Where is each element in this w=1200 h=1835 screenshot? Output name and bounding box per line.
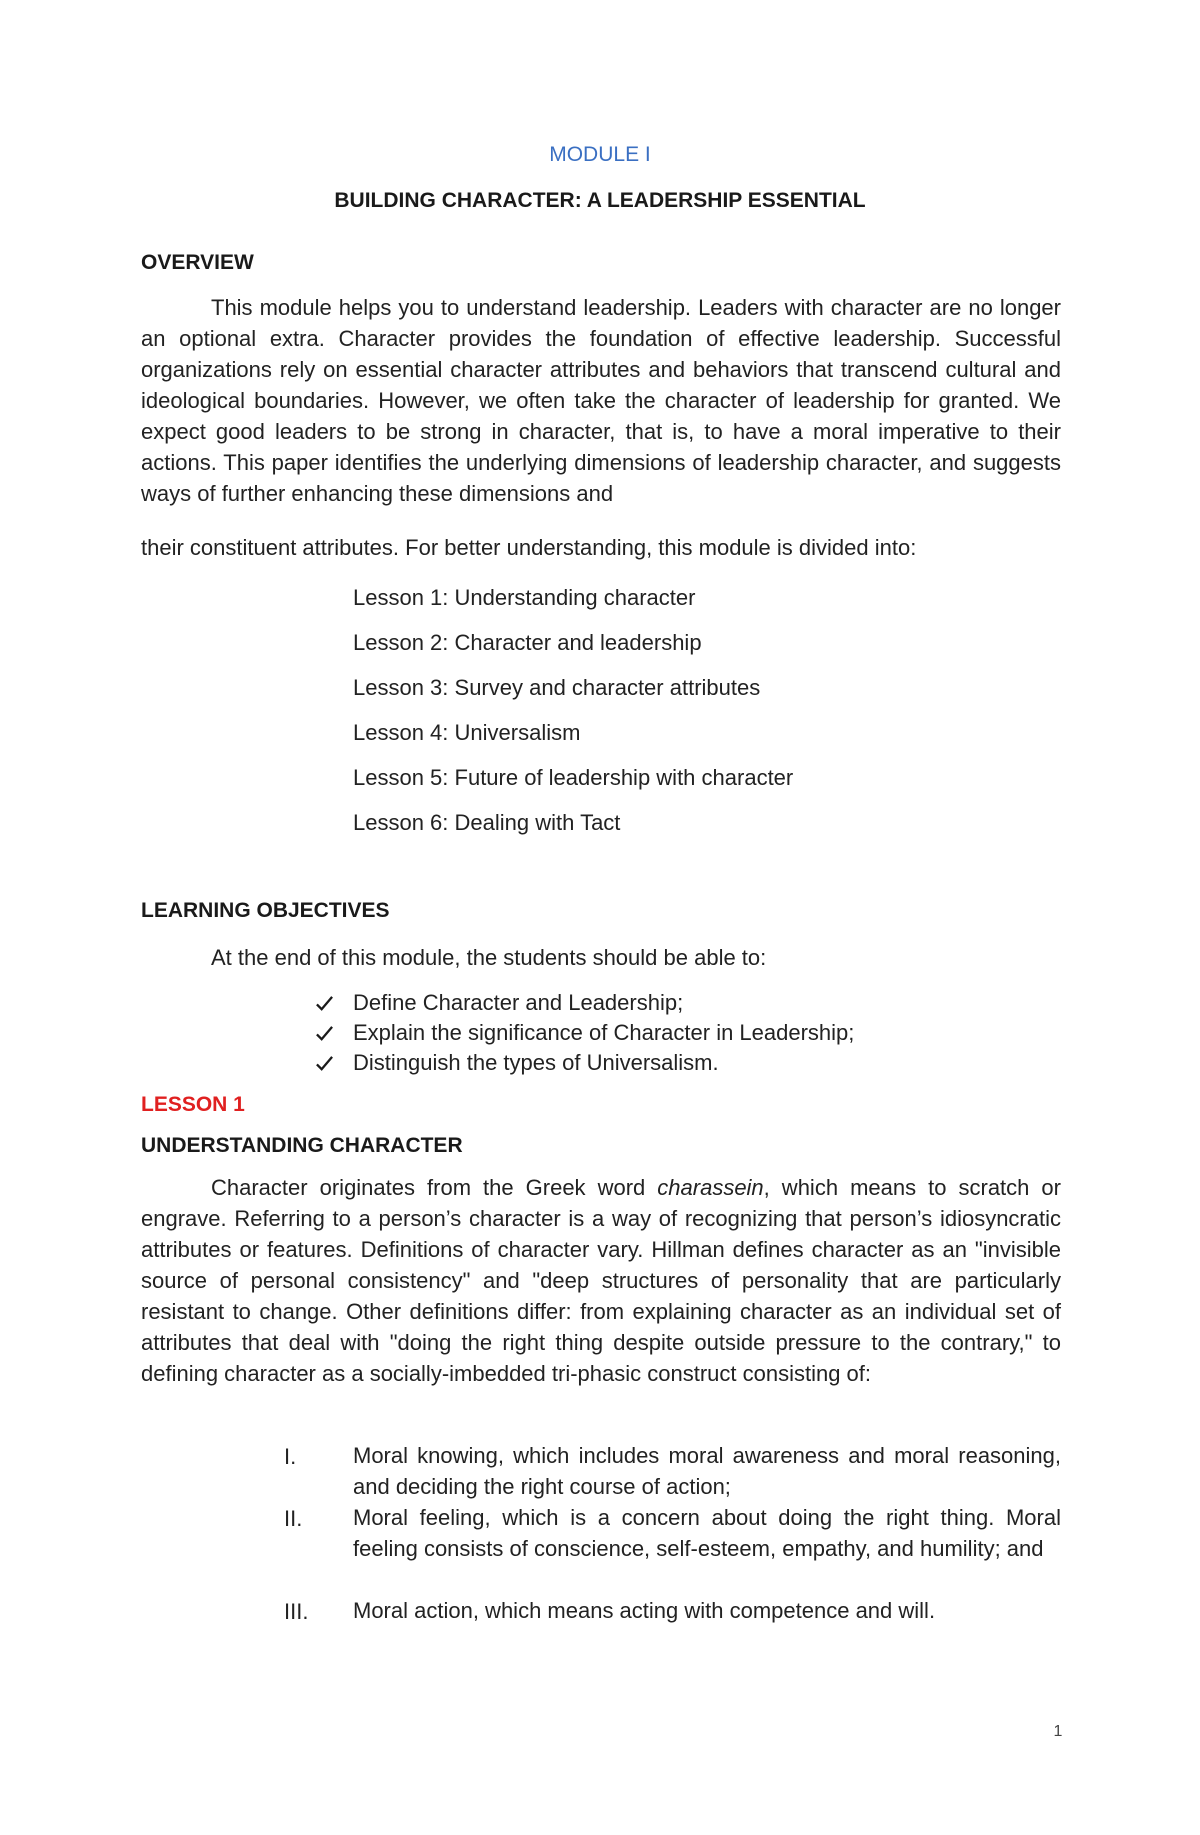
lesson1-paragraph bbox=[141, 1172, 1061, 1389]
objective-item bbox=[315, 990, 683, 1016]
overview-heading: OVERVIEW bbox=[141, 251, 254, 274]
lesson-list-item: Lesson 1: Understanding character bbox=[353, 585, 696, 610]
lesson-list-item: Lesson 6: Dealing with Tact bbox=[353, 810, 621, 835]
tri-phasic-item: Moral knowing, which includes moral awareness and moral reasoning, and deciding the right course of action; bbox=[353, 1443, 1061, 1499]
objective-item bbox=[315, 1050, 719, 1076]
tri-phasic-item: Moral feeling, which is a concern about doing the right thing. Moral feeling consists of conscience, self-esteem, empathy, and humility; and bbox=[353, 1505, 1061, 1561]
lesson1-paragraph-end: , which means to scratch or engrave. Referring to a person’s character is a way of recognizing that person’s idiosyncratic attributes or features. Definitions of character vary. Hillman defines character as an "invisible source of personal consistency" and "deep structures of personality that are particularly resistant to change. Other definitions differ: from explaining character as an individual set of attributes that deal with "doing the right thing despite outside pressure to the contrary," to defining character as a socially-imbedded tri-phasic construct consisting of: bbox=[141, 1175, 1061, 1386]
lesson-list-item: Lesson 3: Survey and character attributes bbox=[353, 675, 761, 700]
objective-text: Define Character and Leadership; bbox=[353, 990, 684, 1015]
objectives-intro: At the end of this module, the students should be able to: bbox=[211, 945, 767, 970]
greek-term: charassein bbox=[657, 1175, 764, 1200]
roman-numeral: I. bbox=[284, 1444, 297, 1469]
checkmark-icon bbox=[315, 1024, 334, 1043]
objective-item bbox=[315, 1020, 854, 1046]
objective-text: Explain the significance of Character in Leadership; bbox=[353, 1020, 855, 1045]
lesson1-paragraph-start: Character originates from the Greek word bbox=[211, 1175, 658, 1200]
objective-text: Distinguish the types of Universalism. bbox=[353, 1050, 719, 1075]
tri-phasic-item: Moral action, which means acting with competence and will. bbox=[353, 1598, 936, 1623]
module-label: MODULE I bbox=[549, 143, 651, 166]
lesson-list-item: Lesson 5: Future of leadership with character bbox=[353, 765, 794, 790]
checkmark-icon bbox=[315, 994, 334, 1013]
objectives-heading: LEARNING OBJECTIVES bbox=[141, 899, 390, 922]
lesson1-label: LESSON 1 bbox=[141, 1093, 245, 1116]
page-number: 1 bbox=[1053, 1723, 1063, 1740]
lesson1-title: UNDERSTANDING CHARACTER bbox=[141, 1134, 463, 1157]
checkmark-icon bbox=[315, 1054, 334, 1073]
module-title: BUILDING CHARACTER: A LEADERSHIP ESSENTIAL bbox=[334, 189, 866, 212]
lesson-list-item: Lesson 4: Universalism bbox=[353, 720, 581, 745]
overview-continuation: their constituent attributes. For better understanding, this module is divided into: bbox=[141, 535, 917, 560]
overview-paragraph: This module helps you to understand leadership. Leaders with character are no longer an optional extra. Character provides the foundation of effective leadership. Successful organizations rely on essential character attributes and behaviors that transcend cultural and ideological boundaries. However, we often take the character of leadership for granted. We expect good leaders to be strong in character, that is, to have a moral imperative to their actions. This paper identifies the underlying dimensions of leadership character, and suggests ways of further enhancing these dimensions and bbox=[141, 295, 1061, 506]
roman-numeral: II. bbox=[284, 1506, 303, 1531]
lesson-list-item: Lesson 2: Character and leadership bbox=[353, 630, 702, 655]
roman-numeral: III. bbox=[284, 1599, 309, 1624]
